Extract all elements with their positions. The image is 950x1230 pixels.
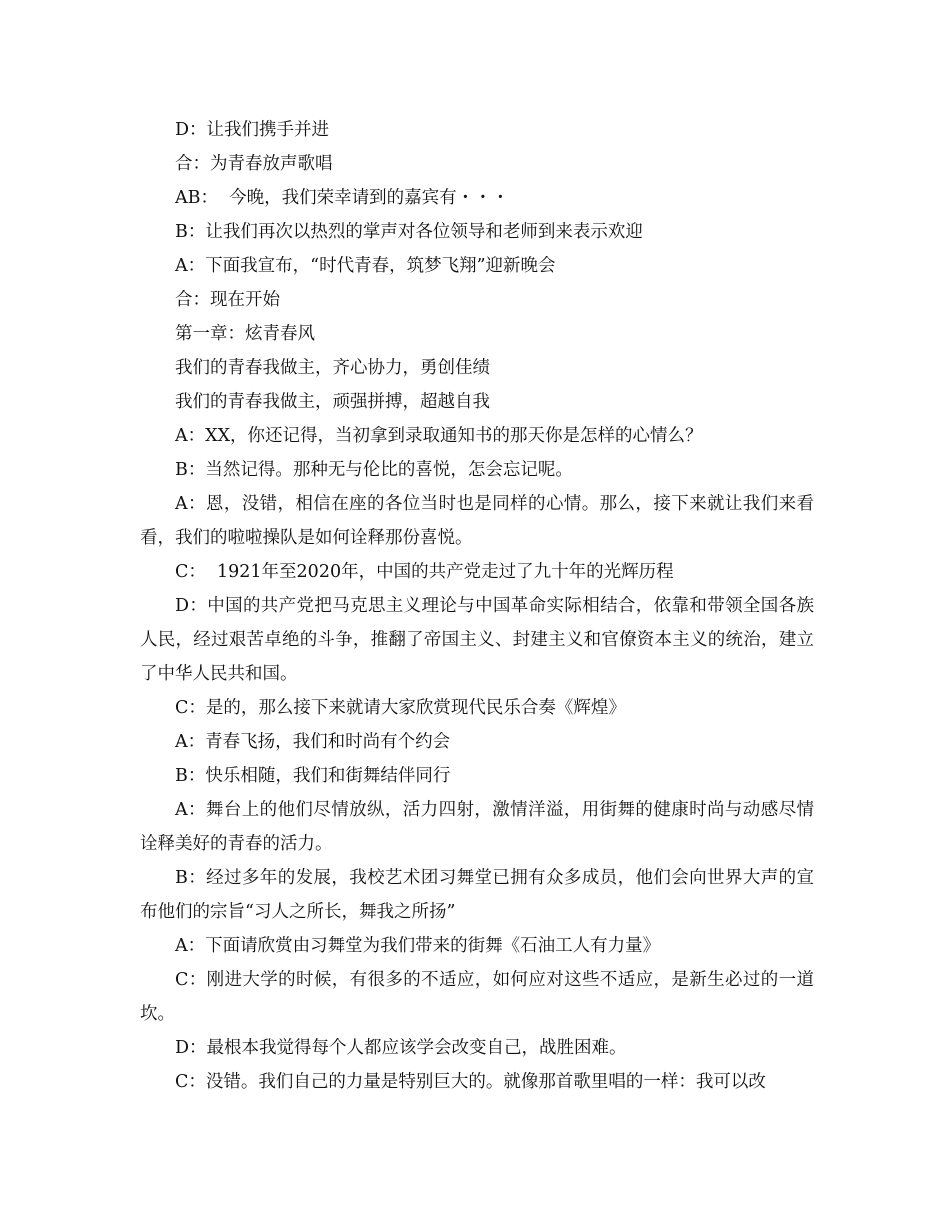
paragraph: 合：为青春放声歌唱 <box>175 154 333 174</box>
paragraph: AB： 今晚，我们荣幸请到的嘉宾有・・・ <box>175 188 510 208</box>
paragraph: A：下面我宣布，“时代青春，筑梦飞翔”迎新晚会 <box>175 256 556 276</box>
paragraph: C：没错。我们自己的力量是特别巨大的。就像那首歌里唱的一样：我可以改 <box>175 1072 766 1092</box>
chapter-heading: 第一章：炫青春风 <box>175 324 315 344</box>
paragraph: A：下面请欣赏由习舞堂为我们带来的街舞《石油工人有力量》 <box>175 936 661 956</box>
paragraph: 合：现在开始 <box>175 290 280 310</box>
paragraph: D：最根本我觉得每个人都应该学会改变自己，战胜困难。 <box>175 1038 627 1058</box>
paragraph: B：快乐相随，我们和街舞结伴同行 <box>175 766 451 786</box>
paragraph: B：当然记得。那种无与伦比的喜悦，怎会忘记呢。 <box>175 460 573 480</box>
paragraph: B：经过多年的发展，我校艺术团习舞堂已拥有众多成员，他们会向世界大声的宣布他们的宗旨“习人之所长，舞我之所扬” <box>140 868 814 922</box>
paragraph: C：刚进大学的时候，有很多的不适应，如何应对这些不适应，是新生必过的一道坎。 <box>140 970 814 1024</box>
paragraph: A：XX，你还记得，当初拿到录取通知书的那天你是怎样的心情么？ <box>175 426 703 446</box>
paragraph: C： 1921年至2020年，中国的共产党走过了九十年的光辉历程 <box>175 562 674 582</box>
paragraph: B：让我们再次以热烈的掌声对各位领导和老师到来表示欢迎 <box>175 222 643 242</box>
paragraph: A：恩，没错，相信在座的各位当时也是同样的心情。那么，接下来就让我们来看看，我们的啦啦操队是如何诠释那份喜悦。 <box>140 494 814 548</box>
paragraph: 我们的青春我做主，顽强拼搏，超越自我 <box>175 392 490 412</box>
paragraph: D：让我们携手并进 <box>175 120 330 140</box>
paragraph: A：青春飞扬，我们和时尚有个约会 <box>175 732 451 752</box>
paragraph: C：是的，那么接下来就请大家欣赏现代民乐合奏《辉煌》 <box>175 698 626 718</box>
document-body <box>140 113 814 1099</box>
paragraph: A：舞台上的他们尽情放纵，活力四射，激情洋溢，用街舞的健康时尚与动感尽情诠释美好的青春的活力。 <box>140 800 814 854</box>
paragraph: 我们的青春我做主，齐心协力，勇创佳绩 <box>175 358 490 378</box>
paragraph: D：中国的共产党把马克思主义理论与中国革命实际相结合，依靠和带领全国各族人民，经过艰苦卓绝的斗争，推翻了帝国主义、封建主义和官僚资本主义的统治，建立了中华人民共和国。 <box>140 596 814 684</box>
